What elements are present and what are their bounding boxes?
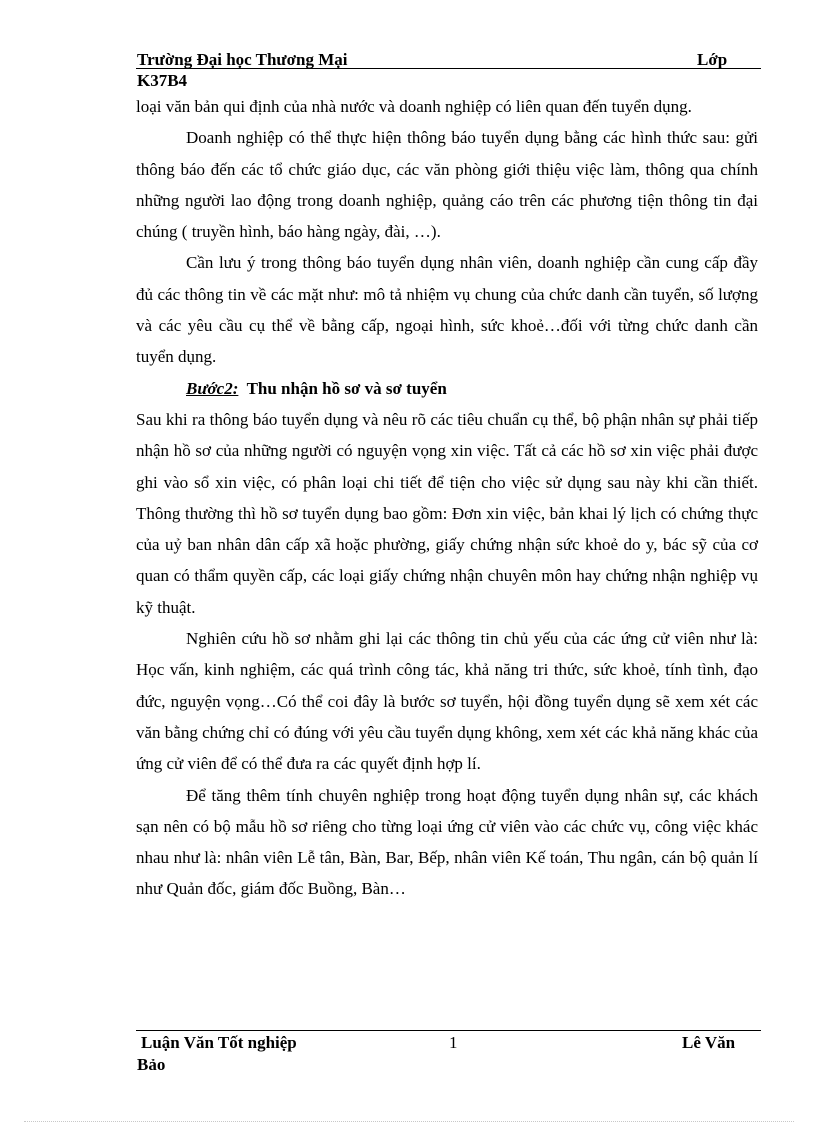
author-surname: Bảo (137, 1055, 166, 1074)
header-divider (136, 68, 761, 69)
paragraph: Sau khi ra thông báo tuyển dụng và nêu rõ các tiêu chuẩn cụ thể, bộ phận nhân sự phải tiếp nhận hồ sơ của những người có nguyện vọng xin việc. Tất cả các hồ sơ xin việc phải được ghi vào sổ xin việc, có phân loại chi tiết để tiện cho việc sử dụng sau này khi cần thiết. Thông thường thì hồ sơ tuyển dụng bao gồm: Đơn xin việc, bản khai lý lịch có chứng thực của uỷ ban nhân dân cấp xã hoặc phường, giấy chứng nhận sức khoẻ do y, bác sỹ của cơ quan có thẩm quyền cấp, các loại giấy chứng nhận chuyên môn hay chứng nhận nghiệp vụ kỹ thuật. (136, 409, 758, 617)
paragraph: Để tăng thêm tính chuyên nghiệp trong hoạt động tuyển dụng nhân sự, các khách sạn nên có bộ mẫu hồ sơ riêng cho từng loại ứng cử viên vào các chức vụ, công việc khác nhau như là: nhân viên Lễ tân, Bàn, Bar, Bếp, nhân viên Kế toán, Thu ngân, cán bộ quản lí như Quản đốc, giám đốc Buồng, Bàn… (136, 785, 758, 899)
class-code: K37B4 (137, 71, 188, 90)
step-heading (136, 373, 758, 404)
paragraph: Doanh nghiệp có thể thực hiện thông báo tuyển dụng bằng các hình thức sau: gửi thông báo đến các tổ chức giáo dục, các văn phòng giới thiệu việc làm, thông qua chính những người lao động trong doanh nghiệp, quảng cáo trên các phương tiện thông tin đại chúng ( truyền hình, báo hàng ngày, đài, …). (136, 128, 758, 242)
page-number: 1 (449, 1033, 458, 1052)
paragraph: Cần lưu ý trong thông báo tuyển dụng nhân viên, doanh nghiệp cần cung cấp đầy đủ các thông tin về các mặt như: mô tả nhiệm vụ chung của chức danh cần tuyển, số lượng và các yêu cầu cụ thể về bằng cấp, ngoại hình, sức khoẻ…đối với từng chức danh cần tuyển dụng. (136, 253, 758, 367)
document-body (136, 91, 758, 905)
step-label: Bước2: (186, 378, 239, 398)
class-label: Lớp (697, 50, 728, 69)
step-title: Thu nhận hồ sơ và sơ tuyển (246, 378, 447, 398)
school-name: Trường Đại học Thương Mại (137, 50, 348, 69)
paragraph: Nghiên cứu hồ sơ nhằm ghi lại các thông tin chủ yếu của các ứng cử viên như là: Học vấn, kinh nghiệm, các quá trình công tác, khả năng tri thức, sức khoẻ, tính tình, đạo đức, nguyện vọng…Có thể coi đây là bước sơ tuyển, hội đồng tuyển dụng sẽ xem xét các văn bằng chứng chỉ có đúng với yêu cầu tuyển dụng không, xem xét các khả năng khác của ứng cử viên để có thể đưa ra các quyết định hợp lí. (136, 629, 758, 774)
author-name: Lê Văn (682, 1033, 736, 1052)
paragraph: loại văn bản qui định của nhà nước và doanh nghiệp có liên quan đến tuyển dụng. (136, 97, 692, 116)
page-bottom-dotted-line (24, 1121, 794, 1122)
thesis-label: Luận Văn Tốt nghiệp (141, 1033, 297, 1052)
footer-divider (136, 1030, 761, 1031)
